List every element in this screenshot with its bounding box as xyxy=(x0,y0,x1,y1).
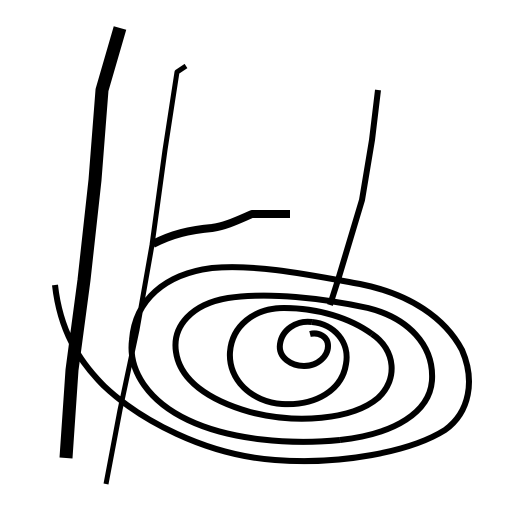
thin-diagonal-line xyxy=(106,66,186,484)
short-arm-stroke xyxy=(153,214,290,244)
right-descending-stroke xyxy=(330,90,378,305)
spiral-core xyxy=(280,322,328,366)
